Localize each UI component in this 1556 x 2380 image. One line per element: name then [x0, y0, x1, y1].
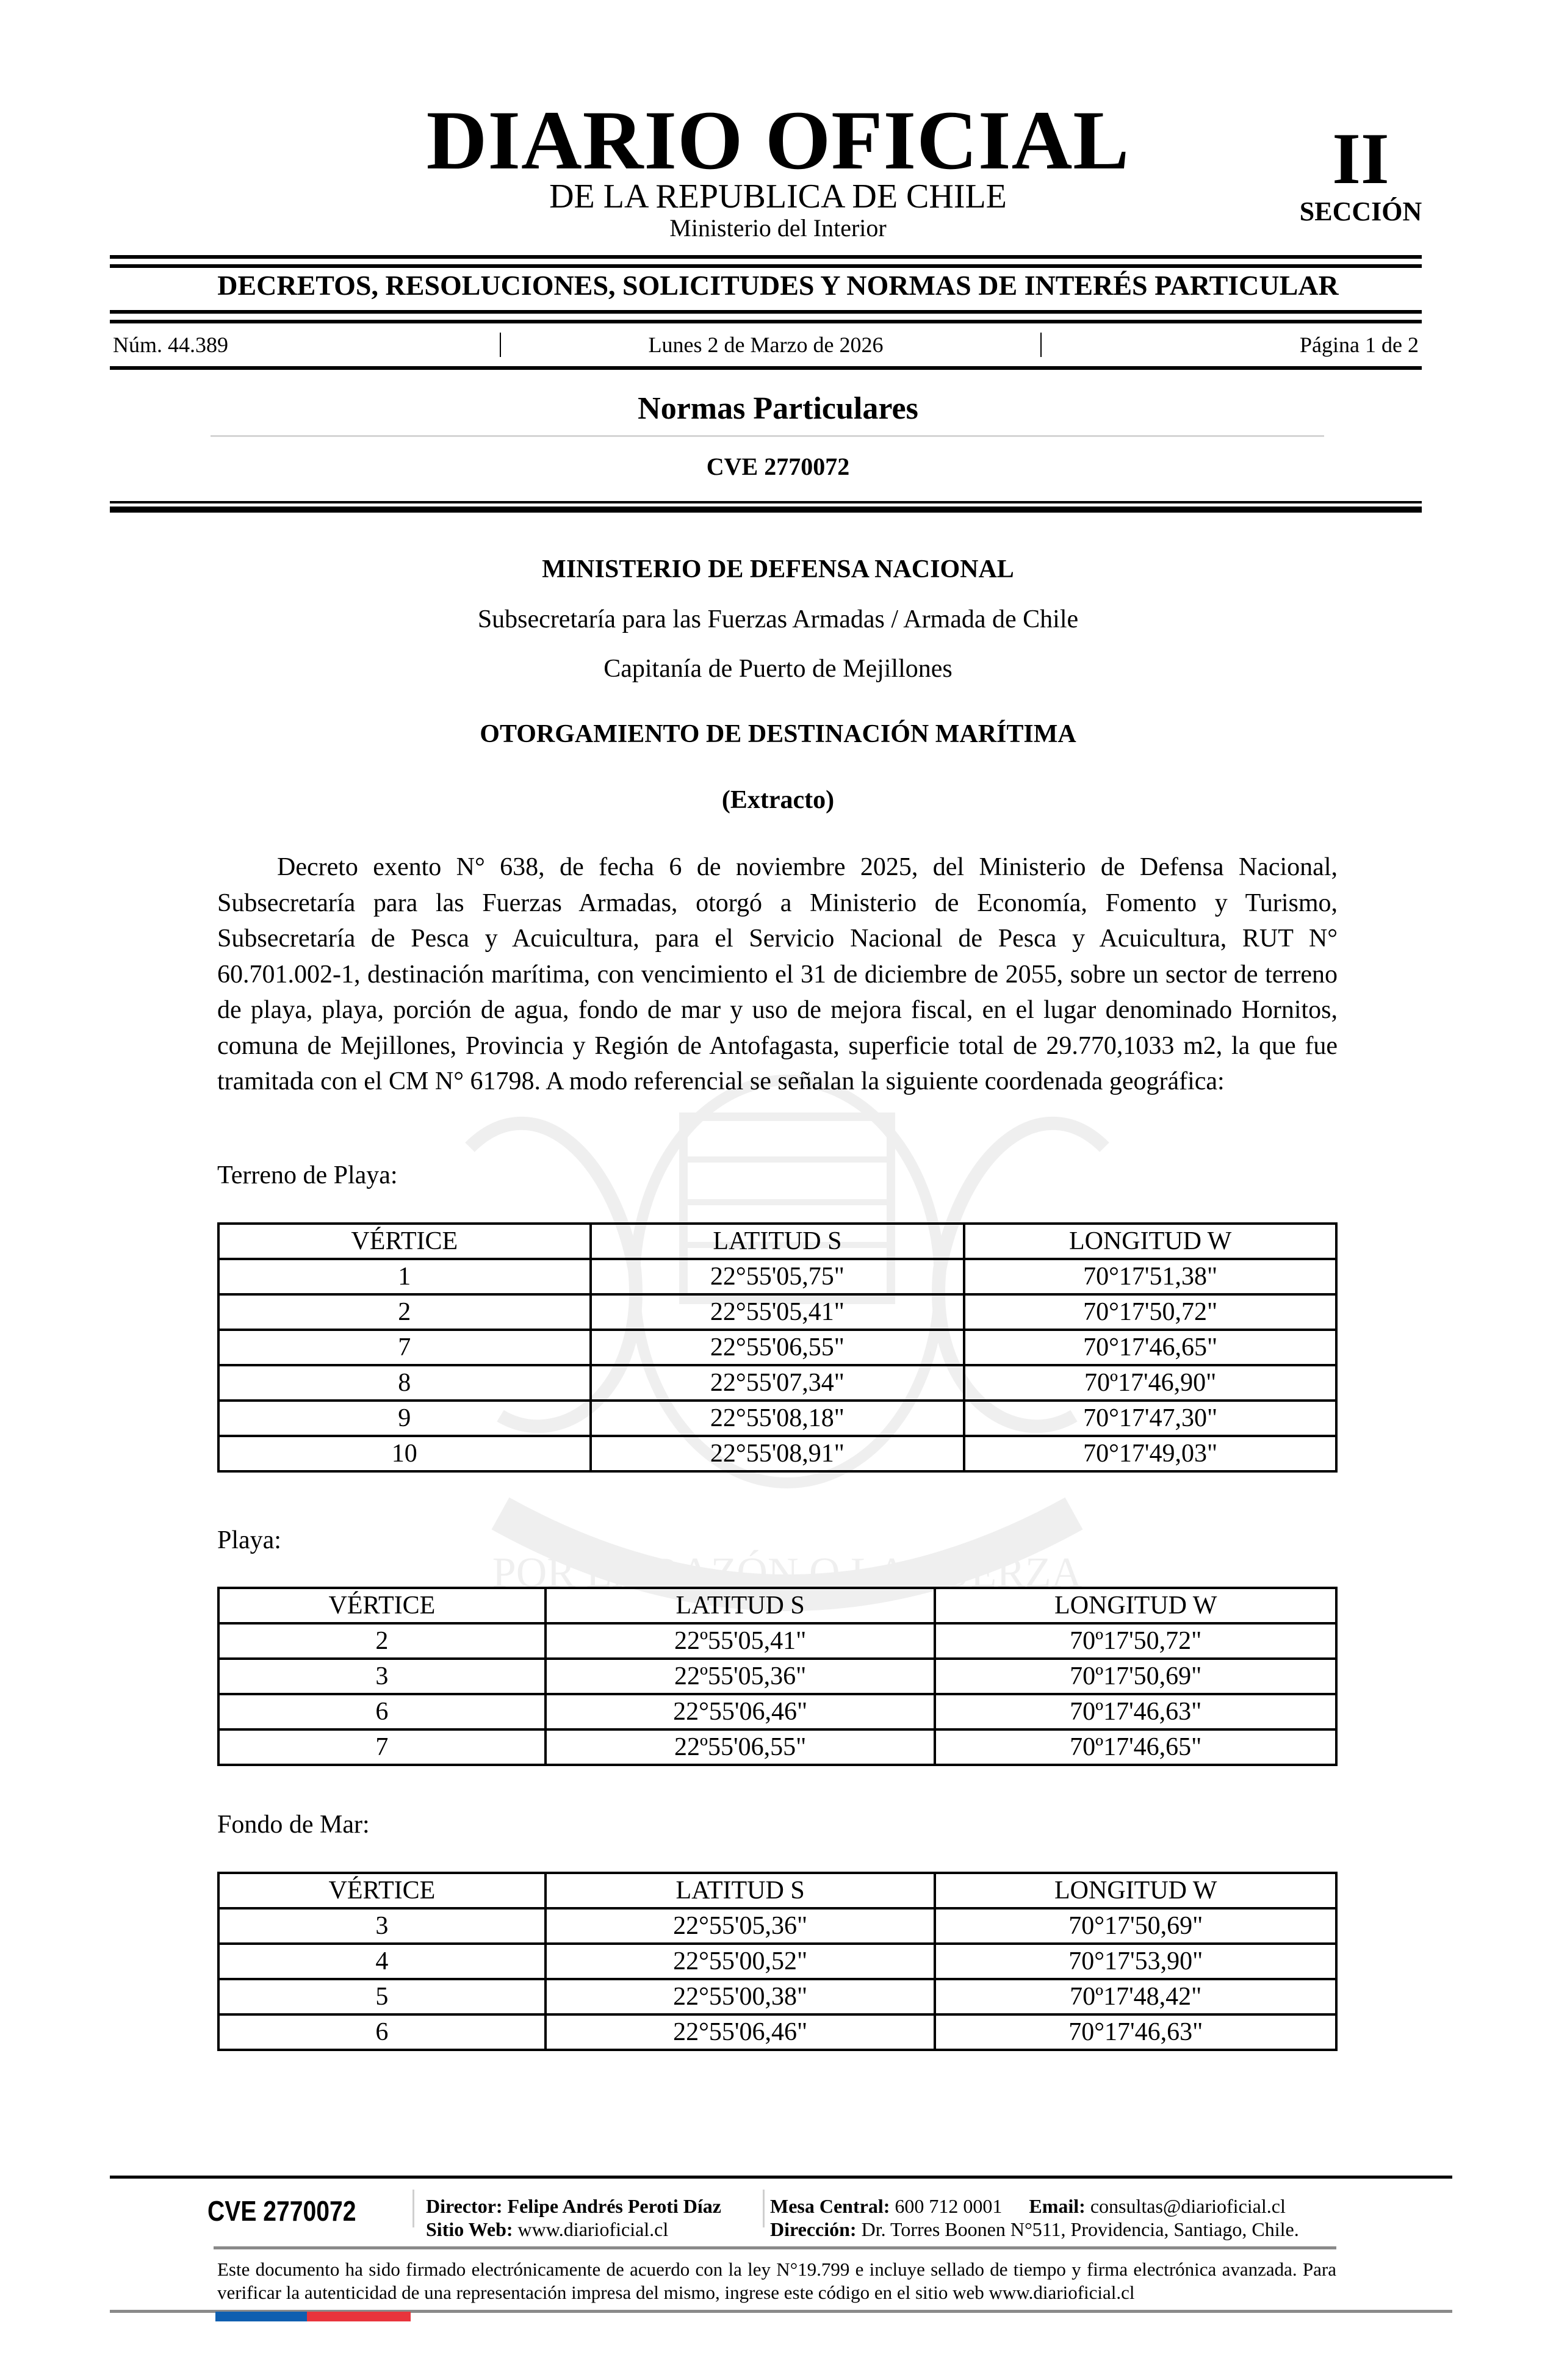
issue-number: Núm. 44.389 — [113, 333, 228, 357]
longitude-cell: 70º17'46,63" — [935, 1694, 1336, 1729]
latitude-cell: 22º55'06,55" — [546, 1729, 935, 1765]
divider — [110, 507, 1422, 513]
table-label-fondo-de-mar: Fondo de Mar: — [217, 1811, 370, 1839]
latitude-cell: 22°55'07,34" — [591, 1365, 965, 1401]
longitude-cell: 70°17'53,90" — [935, 1944, 1336, 1979]
footer-director-block — [426, 2194, 721, 2241]
table-header-row — [218, 1873, 1336, 1908]
subsecretaria-heading: Subsecretaría para las Fuerzas Armadas / Armada de Chile — [477, 605, 1079, 633]
vertex-cell: 4 — [218, 1944, 546, 1979]
table-row — [218, 1908, 1336, 1944]
column-header: LATITUD S — [546, 1873, 935, 1908]
vertex-cell: 5 — [218, 1979, 546, 2014]
latitude-cell: 22°55'00,38" — [546, 1979, 935, 2014]
longitude-cell: 70º17'48,42" — [935, 1979, 1336, 2014]
divider — [110, 264, 1422, 268]
table-row — [218, 1330, 1336, 1365]
issue-info-row — [113, 330, 1419, 360]
address-value: Dr. Torres Boonen N°511, Providencia, Santiago, Chile. — [861, 2218, 1299, 2240]
coordinates-table-terreno-de-playa — [217, 1222, 1338, 1473]
longitude-cell: 70°17'46,65" — [964, 1330, 1336, 1365]
flag-stripe-blue — [215, 2312, 307, 2321]
table-row — [218, 1401, 1336, 1436]
separator — [412, 2190, 414, 2227]
newspaper-ministry: Ministerio del Interior — [669, 214, 887, 242]
phone-label: Mesa Central: — [770, 2195, 890, 2217]
vertex-cell: 2 — [218, 1294, 591, 1330]
footer-contact-block — [770, 2194, 1299, 2241]
vertex-cell: 6 — [218, 1694, 546, 1729]
longitude-cell: 70°17'49,03" — [964, 1436, 1336, 1471]
document-title: OTORGAMIENTO DE DESTINACIÓN MARÍTIMA — [480, 720, 1076, 748]
column-header: VÉRTICE — [218, 1224, 591, 1259]
body-paragraph: Decreto exento N° 638, de fecha 6 de noviembre 2025, del Ministerio de Defensa Nacional, Subsecretaría para las Fuerzas Armadas, otorgó a Ministerio de Economía, Fomento y Turismo, Subsecretaría de Pesca y Acuicultura, para el Servicio Nacional de Pesca y Acuicultura, RUT N° 60.701.002-1, destinación marítima, con vencimiento el 31 de diciembre de 2055, sobre un sector de terreno de playa, playa, porción de agua, fondo de mar y uso de mejora fiscal, en el lugar denominado Hornitos, comuna de Mejillones, Provincia y Región de Antofagasta, superficie total de 29.770,1033 m2, la que fue tramitada con el CM N° 61798. A modo referencial se señalan la siguiente coordenada geográfica: — [217, 853, 1338, 1095]
ministry-heading: MINISTERIO DE DEFENSA NACIONAL — [542, 555, 1014, 583]
table-label-playa: Playa: — [217, 1526, 281, 1554]
table-row — [218, 2014, 1336, 2050]
footer-cve-code: CVE 2770072 — [207, 2195, 356, 2227]
divider — [211, 435, 1324, 437]
table-row — [218, 1694, 1336, 1729]
latitude-cell: 22°55'06,46" — [546, 2014, 935, 2050]
table-row — [218, 1294, 1336, 1330]
issue-date: Lunes 2 de Marzo de 2026 — [648, 333, 884, 357]
director-label: Director: — [426, 2195, 503, 2217]
column-header: LONGITUD W — [935, 1588, 1336, 1623]
email-link[interactable]: consultas@diarioficial.cl — [1090, 2195, 1286, 2217]
latitude-cell: 22°55'08,18" — [591, 1401, 965, 1436]
vertex-cell: 1 — [218, 1259, 591, 1294]
latitude-cell: 22°55'08,91" — [591, 1436, 965, 1471]
longitude-cell: 70°17'47,30" — [964, 1401, 1336, 1436]
table-row — [218, 1979, 1336, 2014]
longitude-cell: 70º17'50,72" — [935, 1623, 1336, 1659]
table-header-row — [218, 1224, 1336, 1259]
latitude-cell: 22°55'05,41" — [591, 1294, 965, 1330]
column-header: VÉRTICE — [218, 1873, 546, 1908]
page-indicator: Página 1 de 2 — [1300, 333, 1419, 357]
footer-divider — [214, 2246, 1336, 2249]
table-row — [218, 1259, 1336, 1294]
latitude-cell: 22°55'06,46" — [546, 1694, 935, 1729]
legal-notice: Este documento ha sido firmado electrónicamente de acuerdo con la ley N°19.799 e incluye sellado de tiempo y firma electrónica avanzada. Para verificar la autenticidad de una representación impresa del mismo, ingrese este código en el sitio web www.diarioficial.cl — [217, 2259, 1336, 2303]
latitude-cell: 22°55'06,55" — [591, 1330, 965, 1365]
longitude-cell: 70°17'50,72" — [964, 1294, 1336, 1330]
column-header: LATITUD S — [591, 1224, 965, 1259]
phone-number: 600 712 0001 — [895, 2195, 1003, 2217]
director-name: Felipe Andrés Peroti Díaz — [507, 2195, 721, 2217]
separator — [500, 333, 501, 357]
vertex-cell: 6 — [218, 2014, 546, 2050]
vertex-cell: 2 — [218, 1623, 546, 1659]
latitude-cell: 22°55'05,75" — [591, 1259, 965, 1294]
table-row — [218, 1436, 1336, 1471]
vertex-cell: 3 — [218, 1908, 546, 1944]
coordinates-table-playa — [217, 1587, 1338, 1766]
separator — [763, 2190, 765, 2227]
document-subtitle: (Extracto) — [721, 786, 835, 814]
longitude-cell: 70º17'46,65" — [935, 1729, 1336, 1765]
vertex-cell: 8 — [218, 1365, 591, 1401]
table-row — [218, 1623, 1336, 1659]
vertex-cell: 7 — [218, 1729, 546, 1765]
cve-code: CVE 2770072 — [706, 453, 850, 480]
website-link[interactable]: www.diarioficial.cl — [517, 2218, 669, 2240]
coordinates-table-fondo-de-mar — [217, 1872, 1338, 2051]
table-row — [218, 1659, 1336, 1694]
newspaper-title: DIARIO OFICIAL — [426, 93, 1130, 187]
separator — [1040, 333, 1042, 357]
category-heading: DECRETOS, RESOLUCIONES, SOLICITUDES Y NORMAS DE INTERÉS PARTICULAR — [217, 270, 1339, 301]
section-label: SECCIÓN — [1299, 197, 1422, 226]
longitude-cell: 70º17'50,69" — [935, 1659, 1336, 1694]
table-header-row — [218, 1588, 1336, 1623]
newspaper-subtitle: DE LA REPUBLICA DE CHILE — [549, 178, 1007, 215]
divider — [110, 320, 1422, 323]
longitude-cell: 70°17'50,69" — [935, 1908, 1336, 1944]
column-header: LONGITUD W — [964, 1224, 1336, 1259]
vertex-cell: 9 — [218, 1401, 591, 1436]
table-row — [218, 1944, 1336, 1979]
vertex-cell: 10 — [218, 1436, 591, 1471]
latitude-cell: 22º55'05,41" — [546, 1623, 935, 1659]
table-row — [218, 1729, 1336, 1765]
column-header: VÉRTICE — [218, 1588, 546, 1623]
section-title: Normas Particulares — [638, 391, 918, 426]
footer-divider — [110, 2176, 1452, 2179]
capitania-heading: Capitanía de Puerto de Mejillones — [603, 655, 953, 683]
divider — [110, 501, 1422, 503]
table-row — [218, 1365, 1336, 1401]
email-label: Email: — [1029, 2195, 1086, 2217]
latitude-cell: 22°55'00,52" — [546, 1944, 935, 1979]
longitude-cell: 70º17'46,90" — [964, 1365, 1336, 1401]
divider — [110, 310, 1422, 314]
latitude-cell: 22º55'05,36" — [546, 1659, 935, 1694]
latitude-cell: 22°55'05,36" — [546, 1908, 935, 1944]
address-label: Dirección: — [770, 2218, 857, 2240]
longitude-cell: 70°17'46,63" — [935, 2014, 1336, 2050]
vertex-cell: 3 — [218, 1659, 546, 1694]
divider — [110, 366, 1422, 370]
column-header: LONGITUD W — [935, 1873, 1336, 1908]
vertex-cell: 7 — [218, 1330, 591, 1365]
flag-stripe-red — [307, 2312, 411, 2321]
longitude-cell: 70°17'51,38" — [964, 1259, 1336, 1294]
website-label: Sitio Web: — [426, 2218, 513, 2240]
divider — [110, 255, 1422, 259]
column-header: LATITUD S — [546, 1588, 935, 1623]
svg-text:POR LA RAZÓN O LA FUERZA: POR LA RAZÓN O LA FUERZA — [492, 1549, 1082, 1596]
table-label-terreno-de-playa: Terreno de Playa: — [217, 1161, 398, 1189]
section-number: II — [1332, 118, 1389, 199]
